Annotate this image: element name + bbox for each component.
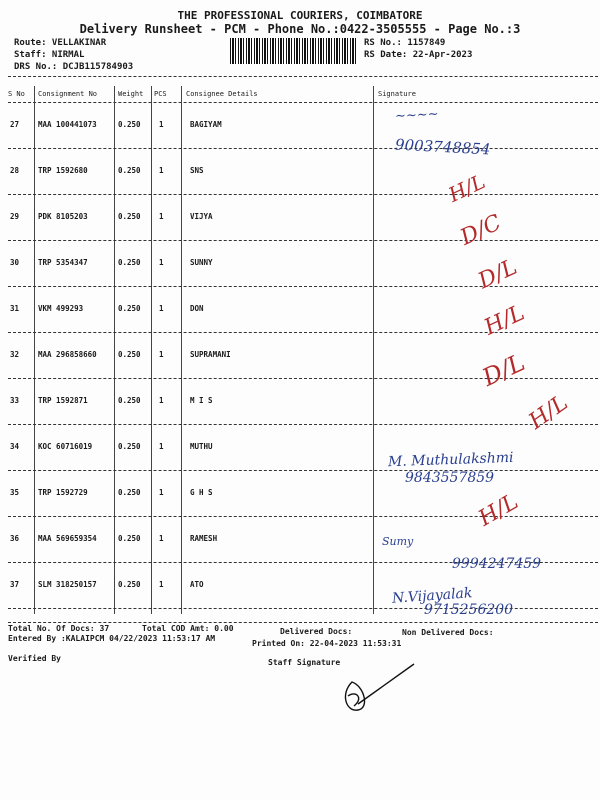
handwritten-signature: Sumy: [382, 535, 414, 548]
rs-date: RS Date: 22-Apr-2023: [364, 50, 473, 60]
cell-sno: 30: [10, 258, 20, 267]
divider: [8, 470, 598, 471]
column-line: [151, 86, 152, 614]
cell-sno: 33: [10, 396, 20, 405]
cell-consignee: DON: [190, 304, 204, 313]
staff-signature-label: Staff Signature: [268, 658, 341, 667]
runsheet-subtitle: Delivery Runsheet - PCM - Phone No.:0422-3505555 - Page No.:3: [79, 22, 521, 36]
column-line: [373, 86, 374, 614]
divider: [8, 286, 598, 287]
col-header-pcs: PCS: [154, 90, 167, 98]
cell-weight: 0.250: [118, 120, 141, 129]
cell-consignee: SNS: [190, 166, 204, 175]
cell-consignment: MAA 569659354: [38, 534, 97, 543]
cell-consignment: VKM 499293: [38, 304, 84, 313]
col-header-signature: Signature: [378, 90, 416, 98]
company-title: THE PROFESSIONAL COURIERS, COIMBATORE: [177, 9, 423, 22]
printed-on: Printed On: 22-04-2023 11:53:31: [252, 639, 402, 648]
cell-sno: 36: [10, 534, 20, 543]
cell-consignee: BAGIYAM: [190, 120, 222, 129]
staff-label: Staff: NIRMAL: [14, 50, 85, 60]
cell-pcs: 1: [159, 442, 164, 451]
divider: [8, 332, 598, 333]
rs-number: RS No.: 1157849: [364, 38, 446, 48]
cell-consignee: M I S: [190, 396, 213, 405]
col-header-consignee: Consignee Details: [186, 90, 258, 98]
col-header-weight: Weight: [118, 90, 144, 98]
handwritten-mark: H/L: [474, 489, 523, 532]
cell-pcs: 1: [159, 212, 164, 221]
cell-sno: 29: [10, 212, 20, 221]
column-line: [34, 86, 35, 614]
cell-weight: 0.250: [118, 534, 141, 543]
cell-consignment: PDK 8105203: [38, 212, 88, 221]
cell-weight: 0.250: [118, 304, 141, 313]
cell-weight: 0.250: [118, 258, 141, 267]
column-line: [114, 86, 115, 614]
cell-weight: 0.250: [118, 488, 141, 497]
cell-sno: 32: [10, 350, 20, 359]
cell-sno: 37: [10, 580, 20, 589]
divider: [8, 240, 598, 241]
handwritten-mark: H/L: [444, 169, 489, 207]
cell-weight: 0.250: [118, 396, 141, 405]
staff-signature-scribble: [330, 660, 420, 730]
handwritten-name: N.Vijayalak: [391, 585, 473, 607]
handwritten-mark: D/L: [474, 254, 522, 295]
handwritten-mark: H/L: [524, 390, 573, 435]
cell-pcs: 1: [159, 120, 164, 129]
handwritten-phone: 9715256200: [424, 602, 514, 618]
cell-sno: 27: [10, 120, 20, 129]
cell-consignment: SLM 318250157: [38, 580, 97, 589]
divider: [8, 622, 598, 623]
cell-consignee: SUNNY: [190, 258, 213, 267]
cell-consignee: SUPRAMANI: [190, 350, 231, 359]
barcode: [230, 38, 358, 64]
cell-consignee: MUTHU: [190, 442, 213, 451]
cell-pcs: 1: [159, 580, 164, 589]
cell-sno: 34: [10, 442, 20, 451]
col-header-consignment: Consignment No: [38, 90, 98, 98]
cell-pcs: 1: [159, 166, 164, 175]
signature-mark: ~~~~: [394, 106, 439, 125]
cell-consignment: MAA 296858660: [38, 350, 97, 359]
handwritten-mark: D/L: [478, 348, 530, 392]
cell-weight: 0.250: [118, 350, 141, 359]
cell-consignment: TRP 1592729: [38, 488, 88, 497]
divider: [8, 194, 598, 195]
cell-consignment: MAA 100441073: [38, 120, 97, 129]
handwritten-phone: 9003748854: [394, 135, 491, 159]
divider: [8, 76, 598, 77]
cell-weight: 0.250: [118, 212, 141, 221]
cell-pcs: 1: [159, 304, 164, 313]
total-docs: Total No. Of Docs: 37: [8, 624, 110, 633]
verified-by: Verified By: [8, 654, 61, 663]
cell-pcs: 1: [159, 258, 164, 267]
total-cod: Total COD Amt: 0.00: [142, 624, 234, 633]
cell-weight: 0.250: [118, 442, 141, 451]
cell-sno: 31: [10, 304, 20, 313]
divider: [8, 424, 598, 425]
cell-sno: 35: [10, 488, 20, 497]
handwritten-mark: H/L: [480, 300, 529, 341]
drs-label: DRS No.: DCJB115784903: [14, 62, 134, 72]
delivered-docs: Delivered Docs:: [280, 627, 353, 636]
cell-consignee: VIJYA: [190, 212, 213, 221]
cell-pcs: 1: [159, 350, 164, 359]
handwritten-phone: 9843557859: [405, 470, 495, 486]
cell-consignment: TRP 5354347: [38, 258, 88, 267]
column-line: [181, 86, 182, 614]
cell-pcs: 1: [159, 488, 164, 497]
col-header-sno: S No: [8, 90, 25, 98]
route-label: Route: VELLAKINAR: [14, 38, 107, 48]
divider: [8, 102, 598, 103]
cell-sno: 28: [10, 166, 20, 175]
handwritten-name: M. Muthulakshmi: [387, 449, 514, 471]
entered-by: Entered By :KALAIPCM 04/22/2023 11:53:17 AM: [8, 634, 216, 643]
cell-consignment: TRP 1592871: [38, 396, 88, 405]
non-delivered-docs: Non Delivered Docs:: [402, 628, 494, 637]
cell-weight: 0.250: [118, 580, 141, 589]
cell-weight: 0.250: [118, 166, 141, 175]
cell-consignment: TRP 1592680: [38, 166, 88, 175]
cell-consignee: RAMESH: [190, 534, 218, 543]
cell-consignment: KOC 60716019: [38, 442, 93, 451]
cell-consignee: ATO: [190, 580, 204, 589]
handwritten-phone: 9994247459: [452, 556, 542, 572]
divider: [8, 148, 598, 149]
handwritten-mark: D/C: [456, 210, 506, 251]
cell-pcs: 1: [159, 396, 164, 405]
cell-pcs: 1: [159, 534, 164, 543]
cell-consignee: G H S: [190, 488, 213, 497]
